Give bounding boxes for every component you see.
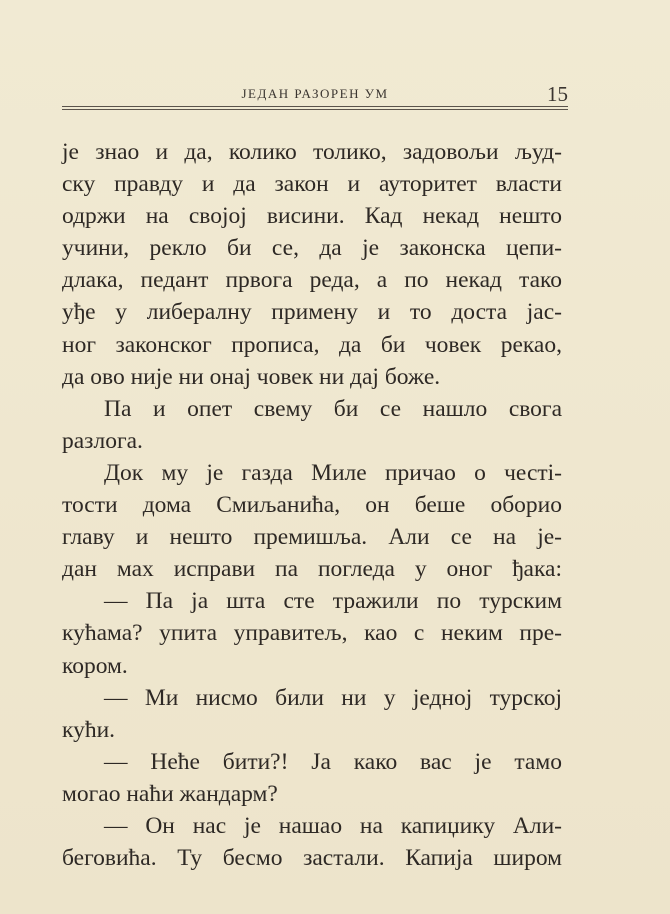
text-line: — Неће бити?! Ја како вас је тамо [104,748,562,775]
text-line: беговића. Ту бесмо застали. Капија широм [62,845,562,872]
text-line: разлога. [62,427,143,454]
text-line: дан мах исправи па погледа у оног ђака: [62,556,562,583]
text-line: — Па ја шта сте тражили по турским [104,588,562,615]
header-rule-bottom [62,109,568,110]
text-line: одржи на својој висини. Кад некад нешто [62,203,562,230]
text-line: Па и опет свему би се нашло свога [104,395,562,422]
text-line: — Он нас је нашао на капиџику Али- [104,812,562,839]
text-line: — Ми нисмо били ни у једној турској [104,684,562,711]
running-head [62,82,568,106]
text-line: ску правду и да закон и ауторитет власти [62,171,562,198]
text-line: тости дома Смиљанића, он беше оборио [62,492,562,519]
text-line: учини, рекло би се, да је законска цепи- [62,235,562,262]
page-number: 15 [547,82,568,106]
text-line: кућама? упита управитељ, као с неким пре- [62,620,562,647]
text-line: могао наћи жандарм? [62,780,278,807]
text-line: Док му је газда Миле причао о честі- [104,459,562,486]
text-line: главу и нешто премишља. Али се на је- [62,524,562,551]
text-line: ног законског прописа, да би човек рекао, [62,331,562,358]
text-line: уђе у либералну примену и то доста јас- [62,299,562,326]
text-line: длака, педант првога реда, а по некад тако [62,267,562,294]
body-text [62,136,562,874]
text-line: да ово није ни онај човек ни дај боже. [62,363,441,390]
running-title: ЈЕДАН РАЗОРЕН УМ [241,86,389,101]
header-rule-top [62,106,568,107]
text-line: кором. [62,652,128,679]
text-line: кући. [62,716,116,743]
text-line: је знао и да, колико толико, задовољи људ- [62,139,562,165]
